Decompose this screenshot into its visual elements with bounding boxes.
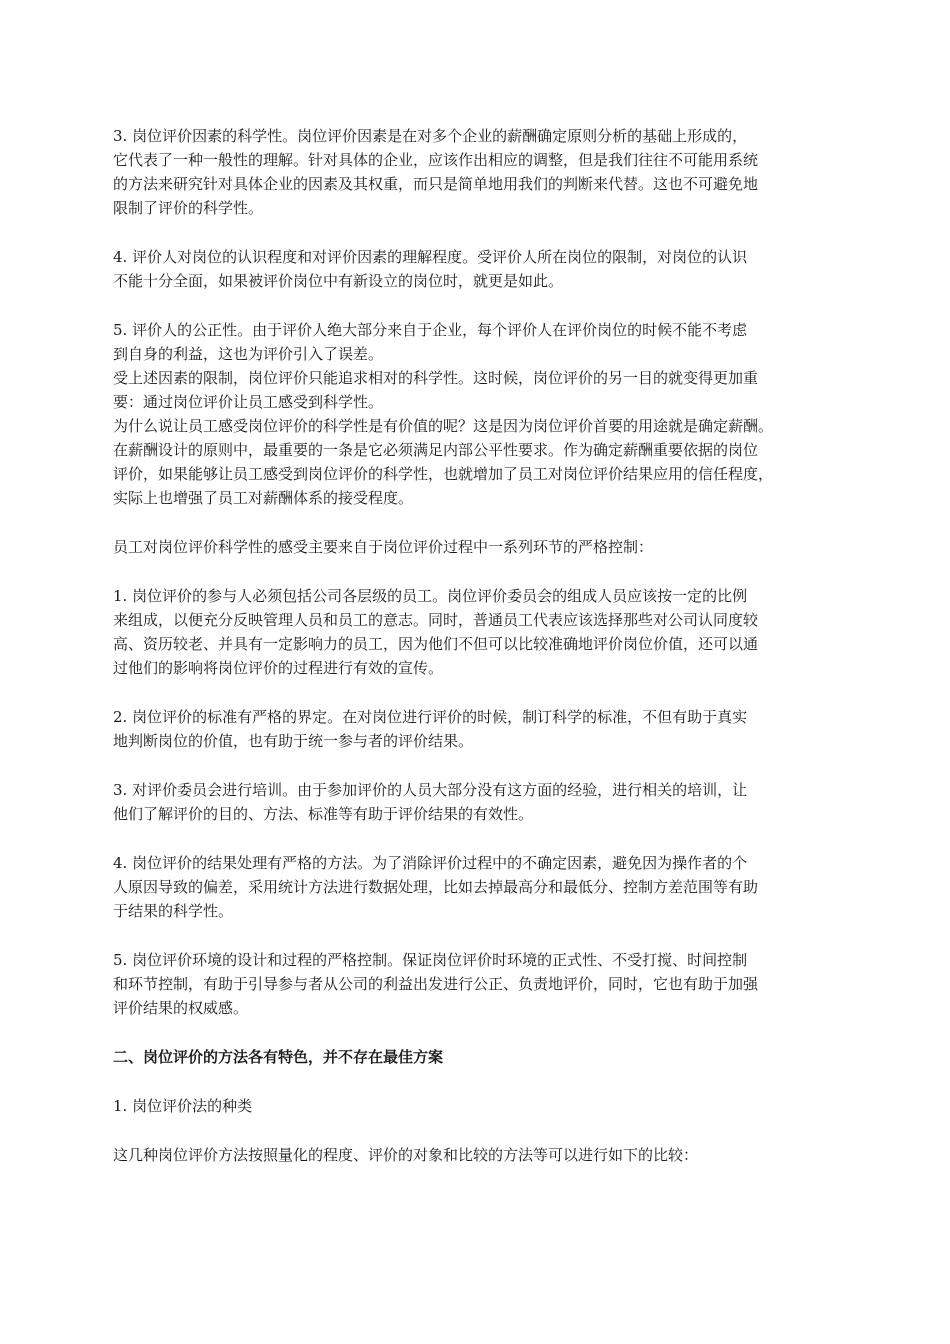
text-line: 1. 岗位评价的参与人必须包括公司各层级的员工。岗位评价委员会的组成人员应该按一定的比例 <box>113 587 748 605</box>
document-page <box>113 124 853 1167</box>
text-line: 不能十分全面，如果被评价岗位中有新设立的岗位时，就更是如此。 <box>113 272 564 290</box>
paragraph-evaluator-fairness <box>113 318 853 510</box>
paragraph-method-types <box>113 1094 853 1118</box>
text-line: 在薪酬设计的原则中，最重要的一条是它必须满足内部公平性要求。作为确定薪酬重要依据的岗位 <box>113 441 759 459</box>
paragraph-result-processing <box>113 851 853 923</box>
text-line: 到自身的利益，这也为评价引入了误差。 <box>113 345 384 363</box>
text-line: 评价结果的权威感。 <box>113 999 249 1017</box>
paragraph-employee-perception <box>113 535 853 559</box>
text-line: 和环节控制，有助于引导参与者从公司的利益出发进行公正、负责地评价，同时，它也有助于加强 <box>113 975 759 993</box>
text-line: 3. 岗位评价因素的科学性。岗位评价因素是在对多个企业的薪酬确定原则分析的基础上形成的， <box>113 127 748 145</box>
text-line: 高、资历较老、并具有一定影响力的员工，因为他们不但可以比较准确地评价岗位价值，还可以通 <box>113 635 759 653</box>
text-line: 于结果的科学性。 <box>113 902 234 920</box>
text-line: 要：通过岗位评价让员工感受到科学性。 <box>113 393 384 411</box>
text-line: 人原因导致的偏差，采用统计方法进行数据处理，比如去掉最高分和最低分、控制方差范围等有助 <box>113 878 759 896</box>
text-line: 评价，如果能够让员工感受到岗位评价的科学性，也就增加了员工对岗位评价结果应用的信任程度， <box>113 465 774 483</box>
paragraph-training <box>113 778 853 826</box>
paragraph-environment-control <box>113 948 853 1020</box>
paragraph-participants <box>113 584 853 680</box>
text-line: 限制了评价的科学性。 <box>113 199 264 217</box>
paragraph-evaluator-understanding <box>113 245 853 293</box>
text-line: 5. 岗位评价环境的设计和过程的严格控制。保证岗位评价时环境的正式性、不受打搅、时间控制 <box>113 951 748 969</box>
text-line: 员工对岗位评价科学性的感受主要来自于岗位评价过程中一系列环节的严格控制： <box>113 538 654 556</box>
text-line: 为什么说让员工感受岗位评价的科学性是有价值的呢？这是因为岗位评价首要的用途就是确定薪酬。 <box>113 417 774 435</box>
text-line: 来组成，以便充分反映管理人员和员工的意志。同时，普通员工代表应该选择那些对公司认同度较 <box>113 611 759 629</box>
text-line: 受上述因素的限制，岗位评价只能追求相对的科学性。这时候，岗位评价的另一目的就变得更加重 <box>113 369 759 387</box>
text-line: 4. 评价人对岗位的认识程度和对评价因素的理解程度。受评价人所在岗位的限制，对岗位的认识 <box>113 248 748 266</box>
text-line: 他们了解评价的目的、方法、标准等有助于评价结果的有效性。 <box>113 805 534 823</box>
heading-text: 二、岗位评价的方法各有特色，并不存在最佳方案 <box>113 1048 444 1066</box>
text-line: 它代表了一种一般性的理解。针对具体的企业，应该作出相应的调整，但是我们往往不可能用系统 <box>113 151 759 169</box>
text-line: 过他们的影响将岗位评价的过程进行有效的宣传。 <box>113 659 444 677</box>
text-line: 5. 评价人的公正性。由于评价人绝大部分来自于企业，每个评价人在评价岗位的时候不能不考虑 <box>113 321 748 339</box>
text-line: 这几种岗位评价方法按照量化的程度、评价的对象和比较的方法等可以进行如下的比较： <box>113 1146 699 1164</box>
text-line: 2. 岗位评价的标准有严格的界定。在对岗位进行评价的时候，制订科学的标准，不但有助于真实 <box>113 708 748 726</box>
text-line: 4. 岗位评价的结果处理有严格的方法。为了消除评价过程中的不确定因素，避免因为操作者的个 <box>113 854 748 872</box>
paragraph-method-comparison <box>113 1143 853 1167</box>
text-line: 实际上也增强了员工对薪酬体系的接受程度。 <box>113 489 414 507</box>
text-line: 的方法来研究针对具体企业的因素及其权重，而只是简单地用我们的判断来代替。这也不可避免地 <box>113 175 759 193</box>
text-line: 3. 对评价委员会进行培训。由于参加评价的人员大部分没有这方面的经验，进行相关的培训，让 <box>113 781 748 799</box>
text-line: 地判断岗位的价值，也有助于统一参与者的评价结果。 <box>113 732 474 750</box>
section-heading <box>113 1045 853 1069</box>
text-line: 1. 岗位评价法的种类 <box>113 1097 253 1115</box>
paragraph-standards <box>113 705 853 753</box>
paragraph-factor-scientificity <box>113 124 853 220</box>
